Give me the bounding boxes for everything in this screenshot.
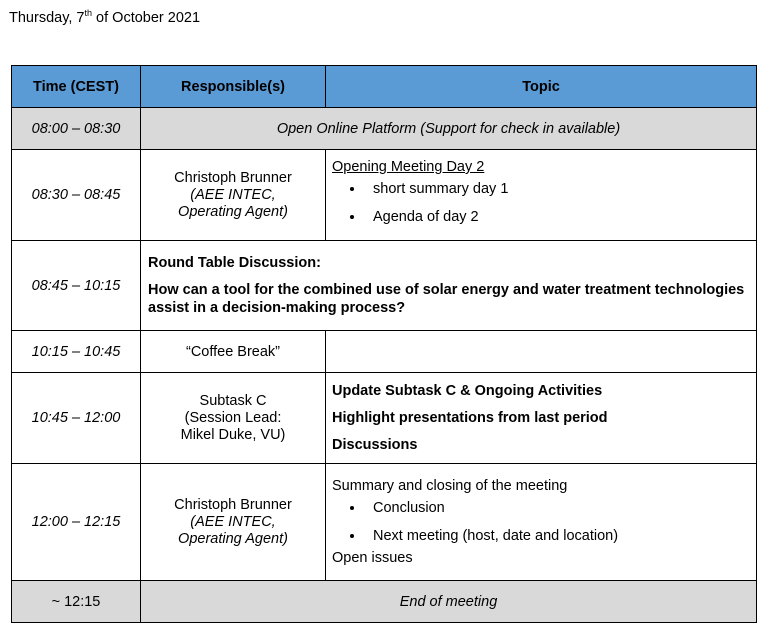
column-header-time: Time (CEST) xyxy=(12,66,141,108)
table-row xyxy=(12,581,757,623)
table-row xyxy=(12,464,757,581)
topic-footer: Open issues xyxy=(332,550,413,566)
topic-cell xyxy=(141,241,757,331)
responsible-role: Operating Agent) xyxy=(178,530,288,547)
topic-cell: End of meeting xyxy=(141,581,757,623)
topic-title: Summary and closing of the meeting xyxy=(332,478,568,494)
topic-line: Update Subtask C & Ongoing Activities xyxy=(332,382,603,399)
responsible-detail: (Session Lead: xyxy=(184,409,282,426)
responsible-org: (AEE INTEC, xyxy=(190,186,276,203)
topic-cell: Open Online Platform (Support for check in available) xyxy=(141,108,757,150)
topic-line: Discussions xyxy=(332,436,418,453)
topic-cell xyxy=(326,373,757,464)
table-row xyxy=(12,373,757,464)
time-cell: 08:45 – 10:15 xyxy=(12,241,141,331)
topic-text: How can a tool for the combined use of solar energy and water treatment technologies assist in a decision-making process? xyxy=(148,281,745,316)
list-item: • short summary day 1 xyxy=(365,175,750,203)
list-item: • Next meeting (host, date and location) xyxy=(365,522,750,550)
responsible-cell xyxy=(141,373,326,464)
responsible-cell: “Coffee Break” xyxy=(141,331,326,373)
responsible-org: (AEE INTEC, xyxy=(190,513,276,530)
list-item: • Conclusion xyxy=(365,494,750,522)
topic-cell xyxy=(326,150,757,241)
time-cell: 12:00 – 12:15 xyxy=(12,464,141,581)
table-row xyxy=(12,241,757,331)
time-cell: ~ 12:15 xyxy=(12,581,141,623)
table-row xyxy=(12,331,757,373)
responsible-role: Operating Agent) xyxy=(178,203,288,220)
responsible-detail: Mikel Duke, VU) xyxy=(180,426,286,443)
responsible-cell xyxy=(141,150,326,241)
responsible-cell xyxy=(141,464,326,581)
topic-title: Round Table Discussion: xyxy=(148,254,321,271)
topic-line: Highlight presentations from last period xyxy=(332,409,608,426)
table-header-row xyxy=(12,66,757,108)
responsible-name: Christoph Brunner xyxy=(174,496,292,513)
topic-cell xyxy=(326,464,757,581)
list-item: • Agenda of day 2 xyxy=(365,203,750,231)
topic-list xyxy=(332,175,750,231)
time-cell: 10:15 – 10:45 xyxy=(12,331,141,373)
column-header-responsible: Responsible(s) xyxy=(141,66,326,108)
topic-cell xyxy=(326,331,757,373)
agenda-table xyxy=(11,65,757,623)
topic-title: Opening Meeting Day 2 xyxy=(332,159,485,175)
topic-list xyxy=(332,494,750,550)
responsible-name: Subtask C xyxy=(199,392,267,409)
time-cell: 10:45 – 12:00 xyxy=(12,373,141,464)
table-row xyxy=(12,108,757,150)
responsible-name: Christoph Brunner xyxy=(174,169,292,186)
table-row xyxy=(12,150,757,241)
document-date: Thursday, 7th of October 2021 xyxy=(9,8,201,26)
column-header-topic: Topic xyxy=(326,66,757,108)
time-cell: 08:30 – 08:45 xyxy=(12,150,141,241)
time-cell: 08:00 – 08:30 xyxy=(12,108,141,150)
